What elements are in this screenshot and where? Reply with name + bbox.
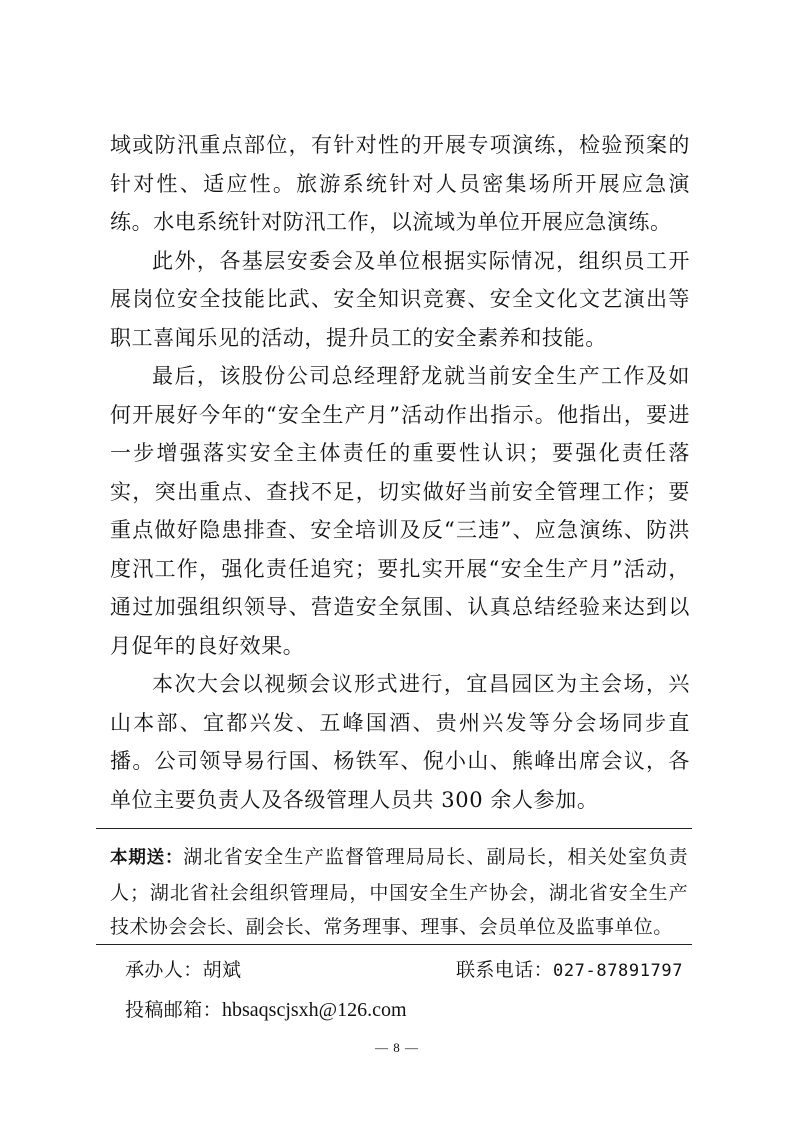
email-info: [125, 996, 407, 1024]
handler-label: 承办人：: [125, 959, 203, 981]
email-address: hbsaqscjsxh@126.com: [222, 999, 407, 1021]
distribution-label: 本期送：: [110, 848, 184, 868]
distribution-list: [110, 840, 688, 945]
paragraph-3: 最后，该股份公司总经理舒龙就当前安全生产工作及如何开展好今年的“安全生产月”活动作出指示。他指出，要进一步增强落实安全主体责任的重要性认识；要强化责任落实，突出重点、查找不足，切实做好当前安全管理工作；要重点做好隐患排查、安全培训及反“三违”、应急演练、防洪度汛工作，强化责任追究；要扎实开展“安全生产月”活动，通过加强组织领导、营造安全氛围、认真总结经验来达到以月促年的良好效果。: [110, 364, 690, 658]
distribution-recipients: 湖北省安全生产监督管理局局长、副局长，相关处室负责人；湖北省社会组织管理局，中国安全生产协会，湖北省安全生产技术协会会长、副会长、常务理事、理事、会员单位及监事单位。: [110, 846, 688, 938]
article-body: [110, 126, 690, 819]
distribution-bottom-rule: [96, 944, 692, 945]
page-number: — 8 —: [375, 1040, 419, 1055]
contact-info: [456, 956, 683, 985]
handler-info: [125, 956, 241, 984]
contact-phone: 027-87891797: [553, 961, 684, 981]
distribution-top-rule: [96, 828, 692, 829]
email-label: 投稿邮箱：: [125, 999, 223, 1021]
contact-label: 联系电话：: [456, 959, 554, 981]
paragraph-1: 域或防汛重点部位，有针对性的开展专项演练，检验预案的针对性、适应性。旅游系统针对人员密集场所开展应急演练。水电系统针对防汛工作，以流域为单位开展应急演练。: [110, 133, 690, 234]
paragraph-4: 本次大会以视频会议形式进行，宜昌园区为主会场，兴山本部、宜都兴发、五峰国酒、贵州兴发等分会场同步直播。公司领导易行国、杨铁军、倪小山、熊峰出席会议，各单位主要负责人及各级管理人员共 300 余人参加。: [110, 672, 690, 812]
handler-name: 胡斌: [202, 959, 242, 981]
paragraph-2: 此外，各基层安委会及单位根据实际情况，组织员工开展岗位安全技能比武、安全知识竞赛、安全文化文艺演出等职工喜闻乐见的活动，提升员工的安全素养和技能。: [110, 248, 690, 350]
